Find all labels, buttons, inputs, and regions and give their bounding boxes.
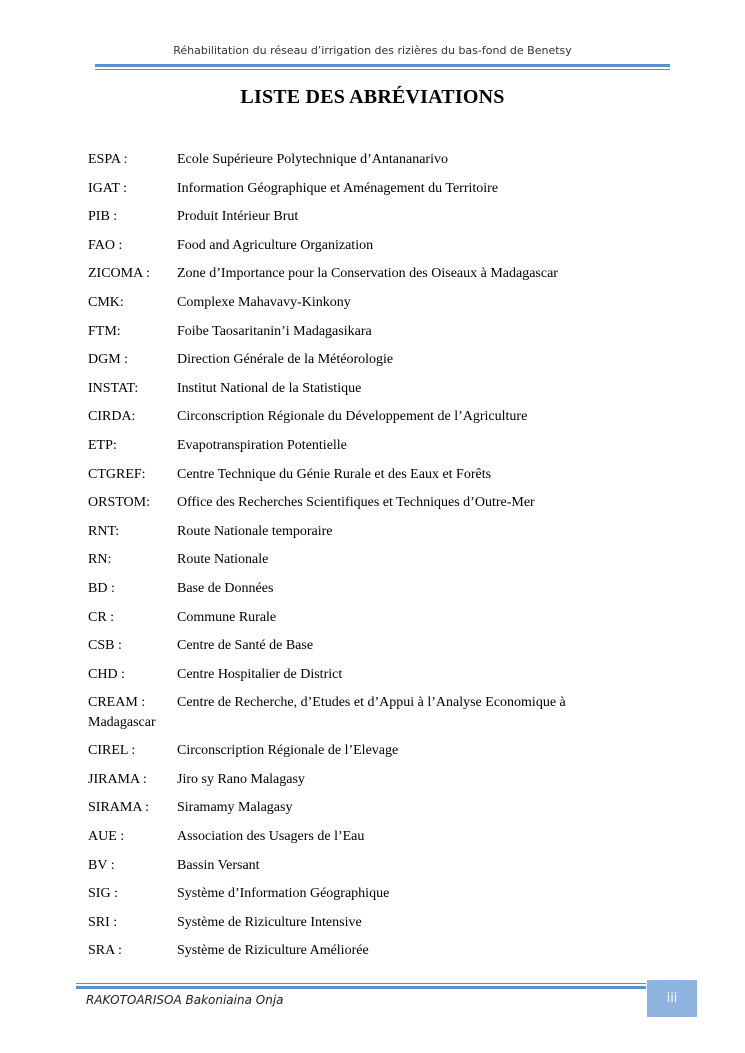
abbreviation-definition: Jiro sy Rano Malagasy xyxy=(177,771,305,787)
abbreviation-definition: Route Nationale temporaire xyxy=(177,523,333,539)
header-divider-thin xyxy=(95,69,670,70)
footer-divider-thin xyxy=(76,983,646,984)
list-item xyxy=(88,856,668,885)
list-item xyxy=(88,150,668,179)
list-item xyxy=(88,579,668,608)
abbreviation: INSTAT: xyxy=(88,380,139,396)
abbreviation: BV : xyxy=(88,857,115,873)
page-number: iii xyxy=(647,980,697,1017)
footer-author: RAKOTOARISOA Bakoniaina Onja xyxy=(86,993,284,1007)
list-item xyxy=(88,236,668,265)
list-item xyxy=(88,379,668,408)
abbreviation-definition: Association des Usagers de l’Eau xyxy=(177,829,365,845)
list-item xyxy=(88,636,668,665)
abbreviation: SIRAMA : xyxy=(88,800,150,816)
abbreviation-definition: Complexe Mahavavy-Kinkony xyxy=(177,294,351,310)
abbreviation-definition: Système de Riziculture Améliorée xyxy=(177,943,369,959)
list-item xyxy=(88,608,668,637)
running-header: Réhabilitation du réseau d’irrigation des rizières du bas-fond de Benetsy xyxy=(173,44,572,57)
header-divider xyxy=(95,64,670,67)
abbreviation-definition: Base de Données xyxy=(177,580,274,596)
abbreviation: FTM: xyxy=(88,323,121,339)
list-item xyxy=(88,693,668,741)
abbreviation-line xyxy=(88,693,668,713)
list-item xyxy=(88,522,668,551)
abbreviation-definition: Institut National de la Statistique xyxy=(177,380,362,396)
abbreviation-definition: Siramamy Malagasy xyxy=(177,800,293,816)
list-item xyxy=(88,350,668,379)
page-title: LISTE DES ABRÉVIATIONS xyxy=(240,86,505,108)
list-item xyxy=(88,550,668,579)
abbreviation-list xyxy=(88,150,668,970)
abbreviation: CIRDA: xyxy=(88,409,136,425)
list-item xyxy=(88,884,668,913)
abbreviation: ZICOMA : xyxy=(88,266,150,282)
abbreviation-definition: Bassin Versant xyxy=(177,857,260,873)
list-item xyxy=(88,913,668,942)
abbreviation-definition: Ecole Supérieure Polytechnique d’Antananarivo xyxy=(177,152,448,167)
abbreviation-definition: Office des Recherches Scientifiques et Techniques d’Outre-Mer xyxy=(177,495,535,511)
abbreviation-definition: Centre de Santé de Base xyxy=(177,638,314,654)
abbreviation: SRA : xyxy=(88,943,122,959)
list-item xyxy=(88,798,668,827)
abbreviation-definition: Information Géographique et Aménagement du Territoire xyxy=(177,180,499,196)
abbreviation-definition: Route Nationale xyxy=(177,552,269,568)
footer-divider xyxy=(76,986,646,989)
abbreviation-definition: Commune Rurale xyxy=(177,609,277,625)
abbreviation-definition: Produit Intérieur Brut xyxy=(177,209,299,225)
abbreviation: CIREL : xyxy=(88,743,136,759)
list-item xyxy=(88,264,668,293)
abbreviation: CR : xyxy=(88,609,115,625)
abbreviation: ESPA : xyxy=(88,152,128,167)
list-item xyxy=(88,941,668,970)
abbreviation-definition: Foibe Taosaritanin’i Madagasikara xyxy=(177,323,372,339)
abbreviation: ORSTOM: xyxy=(88,495,150,511)
abbreviation: IGAT : xyxy=(88,180,128,196)
list-item xyxy=(88,770,668,799)
list-item xyxy=(88,436,668,465)
list-item xyxy=(88,207,668,236)
list-item xyxy=(88,179,668,208)
list-item xyxy=(88,741,668,770)
abbreviation: SIG : xyxy=(88,886,118,902)
abbreviation: BD : xyxy=(88,580,115,596)
abbreviation: CSB : xyxy=(88,638,122,654)
abbreviation: AUE : xyxy=(88,829,125,845)
abbreviation: FAO : xyxy=(88,237,123,253)
abbreviation: JIRAMA : xyxy=(88,771,147,787)
abbreviation: CMK: xyxy=(88,294,124,310)
abbreviation-definition: Centre Hospitalier de District xyxy=(177,666,343,682)
list-item xyxy=(88,322,668,351)
abbreviation-definition: Circonscription Régionale de l’Elevage xyxy=(177,743,399,759)
abbreviation-definition: Centre de Recherche, d’Etudes et d’Appui à l’Analyse Economique à xyxy=(177,695,566,711)
abbreviation: ETP: xyxy=(88,437,117,453)
abbreviation: SRI : xyxy=(88,914,118,930)
abbreviation-definition: Système d’Information Géographique xyxy=(177,886,390,902)
abbreviation: DGM : xyxy=(88,352,129,368)
abbreviation-definition: Centre Technique du Génie Rurale et des Eaux et Forêts xyxy=(177,466,492,482)
abbreviation-definition-continued: Madagascar xyxy=(88,715,156,731)
abbreviation-definition: Evapotranspiration Potentielle xyxy=(177,437,347,453)
abbreviation-definition: Système de Riziculture Intensive xyxy=(177,914,362,930)
abbreviation-definition: Food and Agriculture Organization xyxy=(177,237,374,253)
abbreviation: CTGREF: xyxy=(88,466,146,482)
abbreviation-definition: Direction Générale de la Météorologie xyxy=(177,352,394,368)
abbreviation-definition: Zone d’Importance pour la Conservation des Oiseaux à Madagascar xyxy=(177,266,558,282)
list-item xyxy=(88,827,668,856)
abbreviation: RN: xyxy=(88,552,112,568)
list-item xyxy=(88,465,668,494)
list-item xyxy=(88,493,668,522)
abbreviation-definition: Circonscription Régionale du Développement de l’Agriculture xyxy=(177,409,528,425)
list-item xyxy=(88,293,668,322)
abbreviation: CREAM : xyxy=(88,695,146,711)
abbreviation: CHD : xyxy=(88,666,125,682)
abbreviation: PIB : xyxy=(88,209,118,225)
abbreviation: RNT: xyxy=(88,523,120,539)
list-item xyxy=(88,665,668,694)
list-item xyxy=(88,407,668,436)
